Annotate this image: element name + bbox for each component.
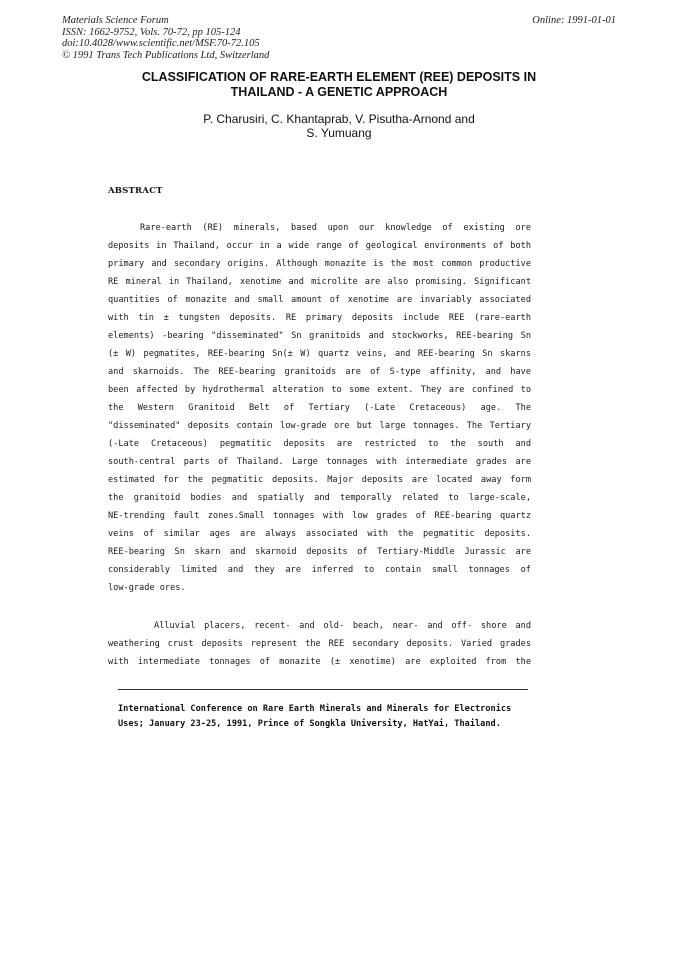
title-line: CLASSIFICATION OF RARE-EARTH ELEMENT (REE) DEPOSITS IN xyxy=(141,70,537,84)
text-line: Alluvial placers, recent- and old- beach, near- and off- shore and xyxy=(154,621,531,631)
author-line: P. Charusiri, C. Khantaprab, V. Pisutha-Arnond and xyxy=(203,112,475,126)
text-line: "disseminated" deposits contain low-grade ore but large tonnages. The Tertiary xyxy=(108,421,531,431)
text-line: Rare-earth (RE) minerals, based upon our knowledge of existing ore xyxy=(140,223,531,233)
text-line: the granitoid bodies and spatially and temporally related to large-scale, xyxy=(108,493,531,503)
text-line: with tin ± tungsten deposits. RE primary deposits include REE (rare-earth xyxy=(108,313,531,323)
copyright-line: © 1991 Trans Tech Publications Ltd, Switzerland xyxy=(62,49,270,61)
text-line: REE-bearing Sn skarn and skarnoid deposits of Tertiary-Middle Jurassic are xyxy=(108,547,531,557)
conference-footnote xyxy=(118,702,511,732)
doi-link[interactable]: doi:10.4028/www.scientific.net/MSF.70-72.105 xyxy=(62,38,260,49)
online-date: Online: 1991-01-01 xyxy=(532,15,616,26)
author-list xyxy=(62,113,616,140)
abstract-paragraph-2 xyxy=(108,617,531,671)
text-line: primary and secondary origins. Although monazite is the most common productive xyxy=(108,259,531,269)
author-line: S. Yumuang xyxy=(306,125,372,140)
text-line: quantities of monazite and small amount of xenotime are invariably associated xyxy=(108,295,531,305)
text-line: (-Late Cretaceous) pegmatitic deposits are restricted to the south and xyxy=(108,439,531,449)
text-line: considerably limited and they are inferred to contain small tonnages of xyxy=(108,565,531,575)
text-line: south-central parts of Thailand. Large tonnages with intermediate grades are xyxy=(108,457,531,467)
journal-name: Materials Science Forum xyxy=(62,15,169,26)
abstract-paragraph-1 xyxy=(108,219,531,597)
text-line: NE-trending fault zones.Small tonnages with low grades of REE-bearing quartz xyxy=(108,511,531,521)
text-line: (± W) pegmatites, REE-bearing Sn(± W) quartz veins, and REE-bearing Sn skarns xyxy=(108,349,531,359)
text-line: elements) -bearing "disseminated" Sn granitoids and stockworks, REE-bearing Sn xyxy=(108,331,531,341)
text-line: been affected by hydrothermal alteration to some extent. They are confined to xyxy=(108,385,531,395)
text-line: weathering crust deposits represent the REE secondary deposits. Varied grades xyxy=(108,639,531,649)
text-line: the Western Granitoid Belt of Tertiary (-Late Cretaceous) age. The xyxy=(108,403,531,413)
title-line: THAILAND - A GENETIC APPROACH xyxy=(230,85,448,99)
text-line: low-grade ores. xyxy=(108,583,186,593)
text-line: veins of similar ages are always associated with the pegmatitic deposits. xyxy=(108,529,531,539)
text-line: with intermediate tonnages of monazite (± xenotime) are exploited from the xyxy=(108,657,531,667)
footnote-divider xyxy=(118,689,528,690)
text-line: RE mineral in Thailand, xenotime and microlite are also promising. Significant xyxy=(108,277,531,287)
text-line: and skarnoids. The REE-bearing granitoids are of S-type affinity, and have xyxy=(108,367,531,377)
text-line: deposits in Thailand, occur in a wide range of geological environments of both xyxy=(108,241,531,251)
footnote-line: Uses; January 23-25, 1991, Prince of Songkla University, HatYai, Thailand. xyxy=(118,719,501,729)
citation-block xyxy=(62,15,269,61)
paper-title xyxy=(62,70,616,100)
abstract-heading: ABSTRACT xyxy=(108,186,163,196)
text-line: estimated for the pegmatitic deposits. Major deposits are located away form xyxy=(108,475,531,485)
issn-line: ISSN: 1662-9752, Vols. 70-72, pp 105-124 xyxy=(62,26,241,38)
footnote-line: International Conference on Rare Earth Minerals and Minerals for Electronics xyxy=(118,704,512,714)
